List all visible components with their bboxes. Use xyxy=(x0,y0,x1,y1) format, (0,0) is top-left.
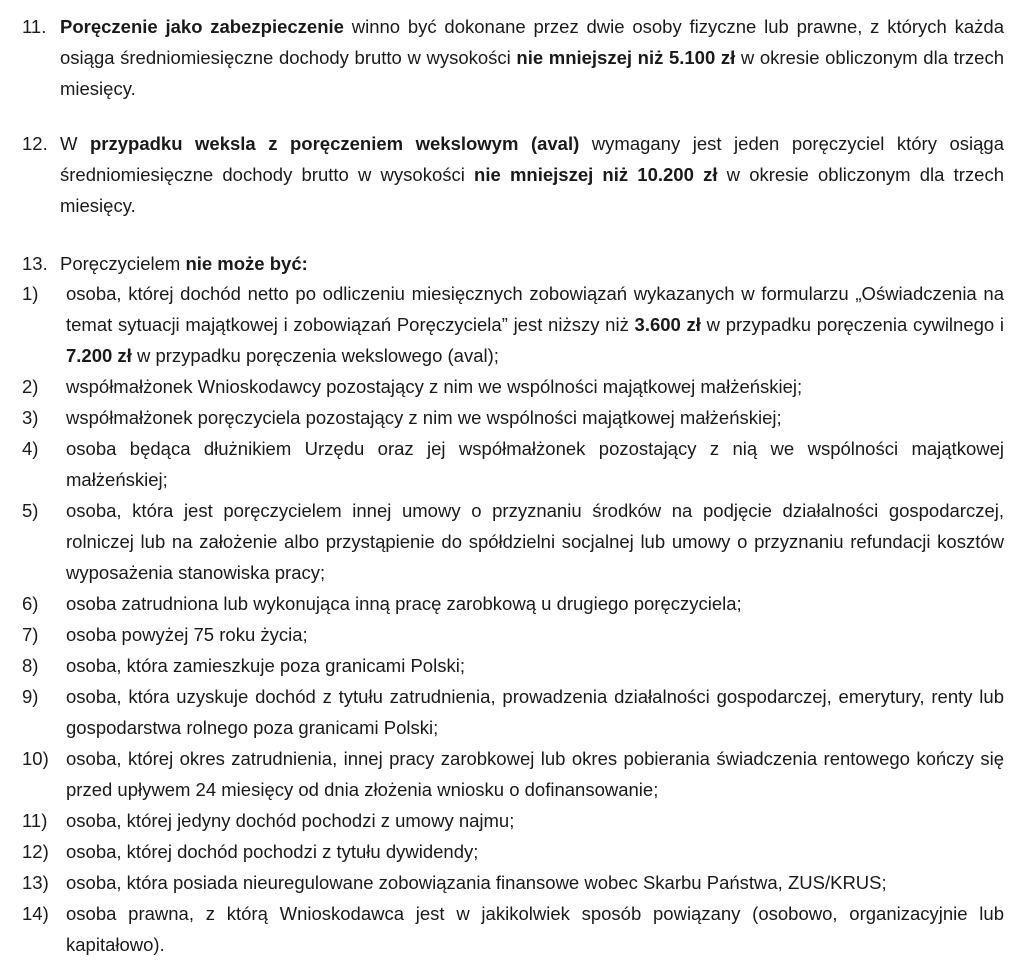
list-item-number: 2) xyxy=(22,376,39,397)
list-item-text: osoba będąca dłużnikiem Urzędu oraz jej współmałżonek pozostający z nią we wspólności majątkowej małżeńskiej; xyxy=(66,438,1004,490)
list-item xyxy=(22,743,1004,805)
text-run: osoba, której dochód netto po odliczeniu miesięcznych zobowiązań wykazanych w formularzu „Oświadczenia na temat sytuacji majątkowej i zobowiązań Poręczyciela” jest niższy niż xyxy=(66,283,1004,335)
paragraph-13 xyxy=(22,248,1004,279)
text-run: wymagany jest jeden poręczyciel który osiąga średniomiesięczne dochody brutto w wysokości xyxy=(60,133,1004,185)
list-item-text xyxy=(66,278,1004,371)
paragraph-number: 11. xyxy=(22,16,47,37)
text-run: w okresie obliczonym dla trzech miesięcy. xyxy=(60,47,1004,99)
list-item-text: osoba prawna, z którą Wnioskodawca jest w jakikolwiek sposób powiązany (osobowo, organizacyjnie lub kapitałowo). xyxy=(66,903,1004,955)
list-item-text: osoba, której okres zatrudnienia, innej pracy zarobkowej lub okres pobierania świadczenia rentowego kończy się przed upływem 24 miesięcy od dnia złożenia wniosku o dofinansowanie; xyxy=(66,748,1004,800)
list-item-number: 6) xyxy=(22,593,39,614)
list-item xyxy=(22,588,1004,619)
text-run: W xyxy=(60,133,90,154)
list-item-number: 3) xyxy=(22,407,39,428)
bold-term: Poręczenie jako zabezpieczenie xyxy=(60,16,344,37)
paragraph-text xyxy=(60,248,1004,279)
list-item-text: osoba, która posiada nieuregulowane zobowiązania finansowe wobec Skarbu Państwa, ZUS/KRUS; xyxy=(66,872,887,893)
list-item-text: osoba, która jest poręczycielem innej umowy o przyznaniu środków na podjęcie działalności gospodarczej, rolniczej lub na założenie albo przystąpienie do spółdzielni socjalnej lub umowy o przyznaniu refundacji kosztów wyposażenia stanowiska pracy; xyxy=(66,500,1004,583)
list-item xyxy=(22,371,1004,402)
list-item-number: 10) xyxy=(22,748,49,769)
paragraph-number: 13. xyxy=(22,253,48,274)
paragraph-text xyxy=(60,11,1004,104)
list-item-text: współmałżonek Wnioskodawcy pozostający z nim we wspólności majątkowej małżeńskiej; xyxy=(66,376,803,397)
bold-amount: 7.200 zł xyxy=(66,345,132,366)
list-item-number: 4) xyxy=(22,438,39,459)
list-item-text: osoba powyżej 75 roku życia; xyxy=(66,624,308,645)
list-item-number: 5) xyxy=(22,500,39,521)
list-item-text: osoba, która uzyskuje dochód z tytułu zatrudnienia, prowadzenia działalności gospodarczej, emerytury, renty lub gospodarstwa rolnego poza granicami Polski; xyxy=(66,686,1004,738)
list-item-number: 12) xyxy=(22,841,49,862)
bold-amount: nie mniejszej niż 5.100 zł xyxy=(516,47,736,68)
text-run: winno być dokonane przez dwie osoby fizyczne lub prawne, z których każda osiąga średniomiesięczne dochody brutto w wysokości xyxy=(60,16,1004,68)
list-item xyxy=(22,867,1004,898)
paragraph-text xyxy=(60,128,1004,221)
list-item-number: 1) xyxy=(22,283,39,304)
bold-amount: nie mniejszej niż 10.200 zł xyxy=(474,164,718,185)
text-run: Poręczycielem xyxy=(60,253,186,274)
paragraph-11 xyxy=(22,11,1004,104)
list-item xyxy=(22,495,1004,588)
list-item-number: 13) xyxy=(22,872,49,893)
paragraph-12 xyxy=(22,128,1004,221)
list-item-text: współmałżonek poręczyciela pozostający z nim we wspólności majątkowej małżeńskiej; xyxy=(66,407,782,428)
text-run: w przypadku poręczenia wekslowego (aval); xyxy=(131,345,499,366)
list-item-text: osoba, której jedyny dochód pochodzi z umowy najmu; xyxy=(66,810,515,831)
bold-amount: 3.600 zł xyxy=(634,314,701,335)
list-item-text: osoba, która zamieszkuje poza granicami Polski; xyxy=(66,655,465,676)
list-item xyxy=(22,619,1004,650)
list-item-number: 14) xyxy=(22,903,49,924)
list-item xyxy=(22,681,1004,743)
list-item-text: osoba zatrudniona lub wykonująca inną pracę zarobkową u drugiego poręczyciela; xyxy=(66,593,742,614)
paragraph-number: 12. xyxy=(22,133,48,154)
bold-term: nie może być: xyxy=(185,253,308,274)
bold-term: przypadku weksla z poręczeniem wekslowym (aval) xyxy=(89,133,580,154)
text-run: w okresie obliczonym dla trzech miesięcy. xyxy=(60,164,1004,216)
list-item xyxy=(22,836,1004,867)
list-item xyxy=(22,898,1004,960)
list-item xyxy=(22,650,1004,681)
text-run: w przypadku poręczenia cywilnego i xyxy=(700,314,1005,335)
list-item xyxy=(22,278,1004,371)
list-item xyxy=(22,402,1004,433)
list-item-number: 7) xyxy=(22,624,39,645)
list-item-number: 8) xyxy=(22,655,39,676)
list-item xyxy=(22,805,1004,836)
exclusion-list xyxy=(22,278,1004,960)
list-item-number: 11) xyxy=(22,810,48,831)
list-item xyxy=(22,433,1004,495)
list-item-number: 9) xyxy=(22,686,39,707)
list-item-text: osoba, której dochód pochodzi z tytułu dywidendy; xyxy=(66,841,479,862)
